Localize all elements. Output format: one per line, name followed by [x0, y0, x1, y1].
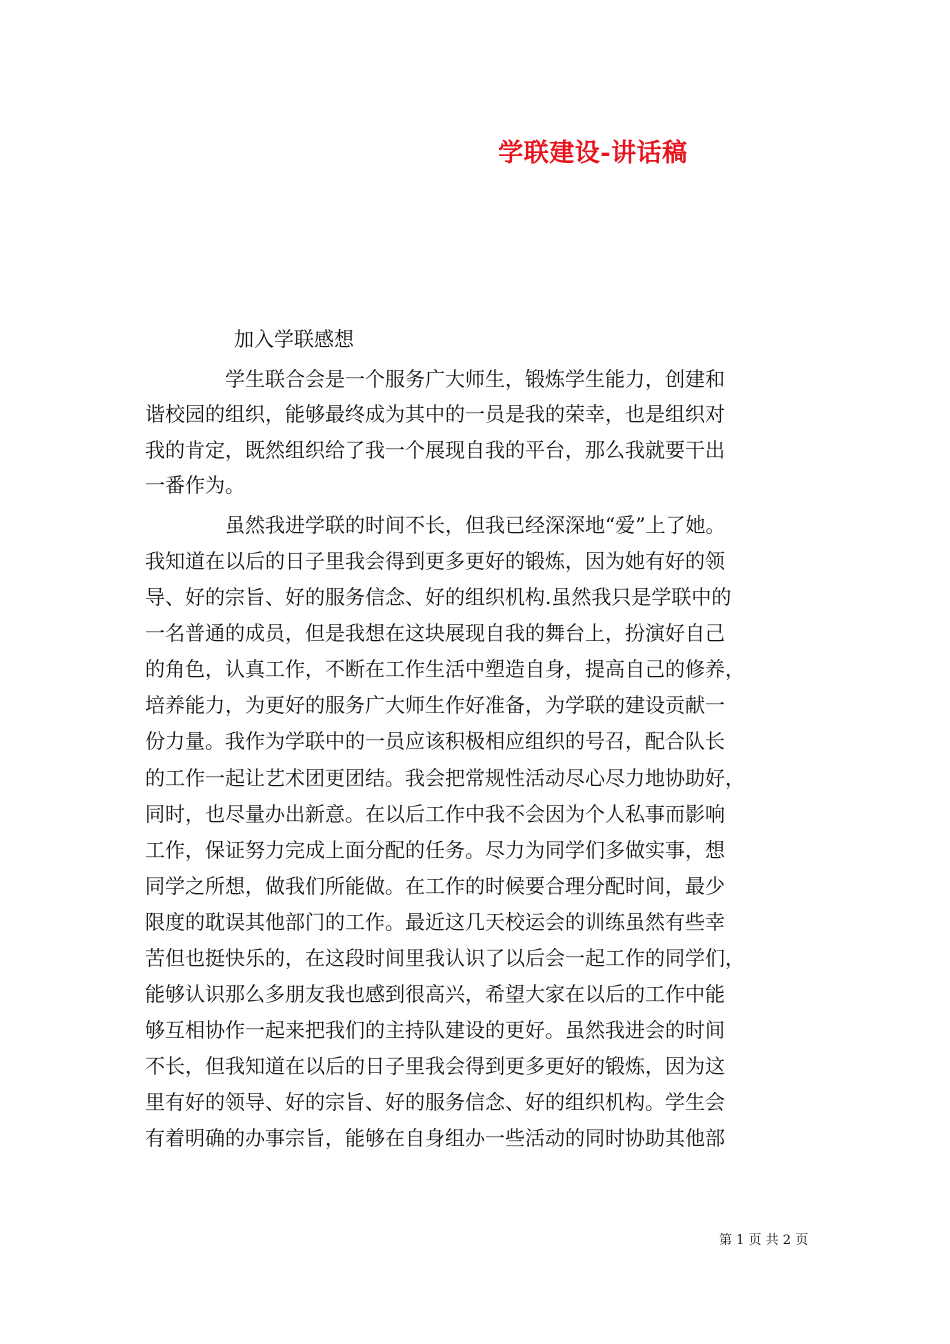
body-line: 虽然我进学联的时间不长，但我已经深深地“爱”上了她。 [145, 513, 726, 537]
page-number-footer: 第 1 页 共 2 页 [719, 1233, 809, 1248]
body-line: 不长，但我知道在以后的日子里我会得到更多更好的锻炼，因为这 [145, 1054, 725, 1078]
body-line: 一番作为。 [145, 473, 245, 497]
body-line: 苦但也挺快乐的，在这段时间里我认识了以后会一起工作的同学们， [145, 946, 745, 970]
body-line: 我知道在以后的日子里我会得到更多更好的锻炼，因为她有好的领 [145, 549, 725, 573]
body-line: 的角色，认真工作，不断在工作生活中塑造自身，提高自己的修养， [145, 657, 745, 681]
body-line: 导、好的宗旨、好的服务信念、好的组织机构.虽然我只是学联中的 [145, 585, 732, 609]
body-line: 我的肯定，既然组织给了我一个展现自我的平台，那么我就要干出 [145, 438, 725, 462]
body-line: 能够认识那么多朋友我也感到很高兴，希望大家在以后的工作中能 [145, 982, 725, 1006]
body-line: 有着明确的办事宗旨，能够在自身组办一些活动的同时协助其他部 [145, 1126, 725, 1150]
body-line: 学生联合会是一个服务广大师生，锻炼学生能力，创建和 [145, 367, 725, 391]
body-line: 里有好的领导、好的宗旨、好的服务信念、好的组织机构。学生会 [145, 1090, 725, 1114]
body-line: 工作，保证努力完成上面分配的任务。尽力为同学们多做实事，想 [145, 838, 725, 862]
body-line: 份力量。我作为学联中的一员应该积极相应组织的号召，配合队长 [145, 729, 725, 753]
document-title: 学联建设-讲话稿 [498, 138, 688, 167]
body-line: 够互相协作一起来把我们的主持队建设的更好。虽然我进会的时间 [145, 1018, 725, 1042]
body-line: 同学之所想，做我们所能做。在工作的时候要合理分配时间，最少 [145, 874, 725, 898]
body-line: 培养能力，为更好的服务广大师生作好准备，为学联的建设贡献一 [145, 693, 725, 717]
section-heading: 加入学联感想 [234, 327, 354, 351]
body-line: 谐校园的组织，能够最终成为其中的一员是我的荣幸，也是组织对 [145, 402, 725, 426]
body-line: 限度的耽误其他部门的工作。最近这几天校运会的训练虽然有些幸 [145, 910, 725, 934]
body-line: 同时，也尽量办出新意。在以后工作中我不会因为个人私事而影响 [145, 802, 725, 826]
body-line: 的工作一起让艺术团更团结。我会把常规性活动尽心尽力地协助好， [145, 766, 745, 790]
body-line: 一名普通的成员，但是我想在这块展现自我的舞台上，扮演好自己 [145, 621, 725, 645]
